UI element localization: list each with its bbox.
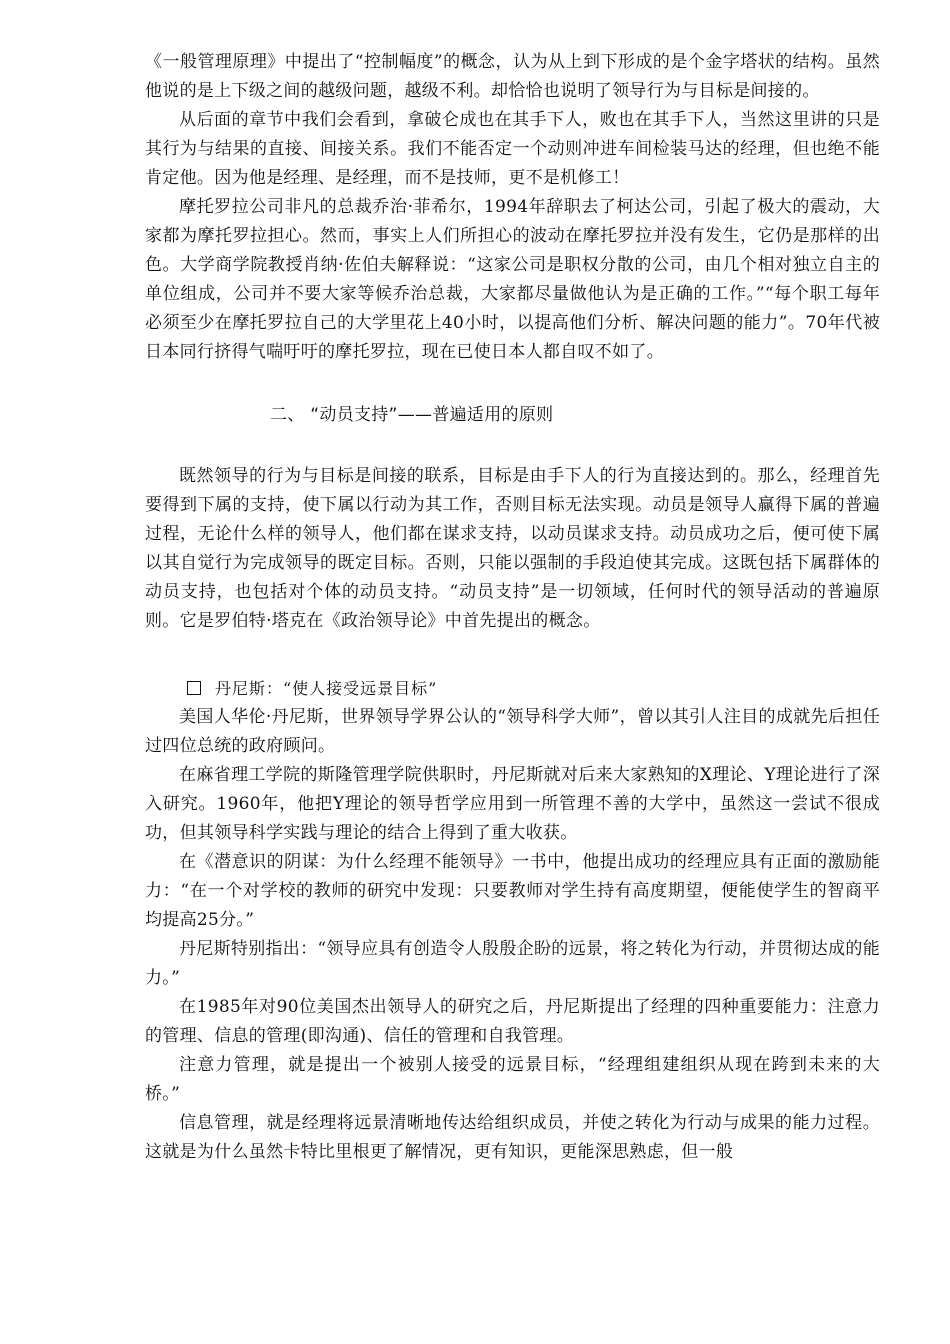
checkbox-bullet-icon — [187, 681, 201, 695]
subheading — [187, 674, 880, 703]
paragraph: 既然领导的行为与目标是间接的联系，目标是由手下人的行为直接达到的。那么，经理首先要得到下属的支持，使下属以行动为其工作，否则目标无法实现。动员是领导人赢得下属的普遍过程，无论什么样的领导人，他们都在谋求支持，以动员谋求支持。动员成功之后，便可使下属以其自觉行为完成领导的既定目标。否则，只能以强制的手段迫使其完成。这既包括下属群体的动员支持，也包括对个体的动员支持。“动员支持”是一切领域，任何时代的领导活动的普遍原则。它是罗伯特·塔克在《政治领导论》中首先提出的概念。 — [145, 466, 880, 631]
paragraph: 信息管理，就是经理将远景清晰地传达给组织成员，并使之转化为行动与成果的能力过程。这就是为什么虽然卡特比里根更了解情况，更有知识，更能深思熟虑，但一般 — [145, 1113, 880, 1162]
subheading-text: 丹尼斯：“使人接受远景目标” — [215, 679, 438, 698]
paragraph: 在麻省理工学院的斯隆管理学院供职时，丹尼斯就对后来大家熟知的X理论、Y理论进行了深入研究。1960年，他把Y理论的领导哲学应用到一所管理不善的大学中，虽然这一尝试不很成功，但其领导科学实践与理论的结合上得到了重大收获。 — [145, 765, 880, 843]
paragraph: 从后面的章节中我们会看到，拿破仑成也在其手下人，败也在其手下人，当然这里讲的只是其行为与结果的直接、间接关系。我们不能否定一个动则冲进车间检装马达的经理，但也绝不能肯定他。因为他是经理、是经理，而不是技师，更不是机修工！ — [145, 110, 880, 188]
paragraph: 注意力管理，就是提出一个被别人接受的远景目标，“经理组建组织从现在跨到未来的大桥。” — [145, 1055, 880, 1104]
document-page — [145, 48, 880, 1167]
paragraph: 在1985年对90位美国杰出领导人的研究之后，丹尼斯提出了经理的四种重要能力：注意力的管理、信息的管理(即沟通)、信任的管理和自我管理。 — [145, 997, 880, 1046]
section-heading: 二、 “动员支持”——普遍适用的原则 — [270, 405, 554, 425]
paragraph: 在《潜意识的阴谋：为什么经理不能领导》一书中，他提出成功的经理应具有正面的激励能力：“在一个对学校的教师的研究中发现：只要教师对学生持有高度期望，便能使学生的智商平均提高25分。” — [145, 852, 880, 930]
paragraph: 美国人华伦·丹尼斯，世界领导学界公认的“领导科学大师”，曾以其引人注目的成就先后担任过四位总统的政府顾问。 — [145, 707, 880, 756]
paragraph: 丹尼斯特别指出：“领导应具有创造令人殷殷企盼的远景，将之转化为行动，并贯彻达成的能力。” — [145, 939, 880, 988]
paragraph: 《一般管理原理》中提出了“控制幅度”的概念，认为从上到下形成的是个金字塔状的结构。虽然他说的是上下级之间的越级问题，越级不利。却恰恰也说明了领导行为与目标是间接的。 — [145, 52, 880, 101]
paragraph: 摩托罗拉公司非凡的总裁乔治·菲希尔，1994年辞职去了柯达公司，引起了极大的震动，大家都为摩托罗拉担心。然而，事实上人们所担心的波动在摩托罗拉并没有发生，它仍是那样的出色。大学商学院教授肖纳·佐伯夫解释说：“这家公司是职权分散的公司，由几个相对独立自主的单位组成，公司并不要大家等候乔治总裁，大家都尽量做他认为是正确的工作。”“每个职工每年必须至少在摩托罗拉自己的大学里花上40小时，以提高他们分析、解决问题的能力”。70年代被日本同行挤得气喘吁吁的摩托罗拉，现在已使日本人都自叹不如了。 — [145, 197, 880, 362]
